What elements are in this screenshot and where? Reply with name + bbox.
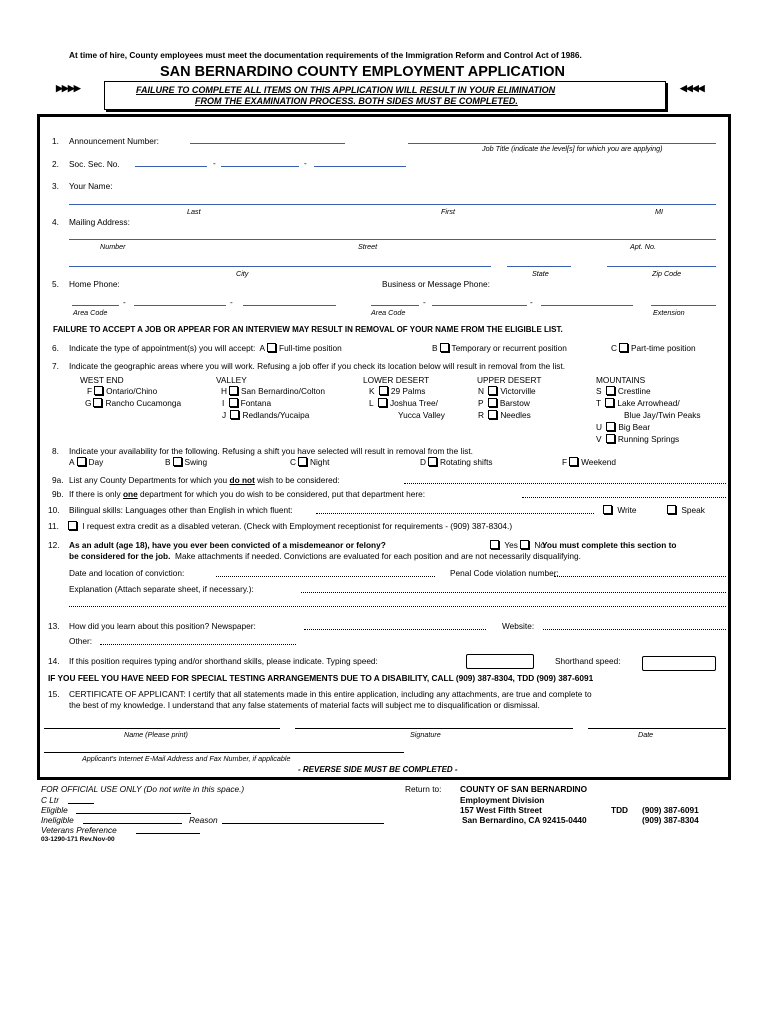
q10-label: Bilingual skills: Languages other than English in which fluent:	[69, 505, 293, 515]
checkbox-lake-arrowhead[interactable]	[605, 398, 614, 407]
q9a-number: 9a.	[52, 475, 64, 485]
business-dash-2: -	[530, 297, 533, 307]
shift-b	[165, 457, 207, 467]
area-s-text: Crestline	[617, 386, 651, 396]
number-caption: Number	[100, 242, 126, 251]
shift-d-letter: D	[420, 457, 426, 467]
q7-number: 7.	[52, 361, 59, 371]
checkbox-convicted-no[interactable]	[520, 540, 529, 549]
area-u-text: Big Bear	[618, 422, 651, 432]
name-field[interactable]	[69, 204, 716, 205]
q6-a-letter: A	[259, 343, 266, 353]
announcement-number-field[interactable]	[190, 143, 345, 144]
area-k-text: 29 Palms	[390, 386, 426, 396]
q12-line2	[69, 551, 581, 561]
checkbox-29-palms[interactable]	[379, 386, 388, 395]
checkbox-redlands[interactable]	[230, 410, 239, 419]
return-city: San Bernardino, CA 92415-0440	[462, 815, 587, 825]
area-h-letter: H	[221, 386, 227, 396]
checkbox-fontana[interactable]	[229, 398, 238, 407]
q9a-text-do-not: do not	[229, 475, 255, 485]
q12-line2-bold: be considered for the job.	[69, 551, 171, 561]
warning-line-2: FROM THE EXAMINATION PROCESS. BOTH SIDES MUST BE COMPLETED.	[195, 96, 518, 106]
city-field[interactable]	[69, 266, 491, 267]
checkbox-ontario[interactable]	[94, 386, 103, 395]
area-v-text: Running Springs	[617, 434, 680, 444]
home-dash-2: -	[230, 297, 233, 307]
shift-b-letter: B	[165, 457, 171, 467]
print-name-field[interactable]	[44, 728, 280, 729]
warning-line-1: FAILURE TO COMPLETE ALL ITEMS ON THIS APPLICATION WILL RESULT IN YOUR ELIMINATION	[136, 85, 556, 95]
q6-a-text: Full-time position	[279, 343, 342, 353]
business-area-caption: Area Code	[371, 308, 406, 317]
area-n-text: Victorville	[500, 386, 536, 396]
checkbox-running-springs[interactable]	[606, 434, 615, 443]
checkbox-needles[interactable]	[488, 410, 497, 419]
area-n	[478, 386, 536, 396]
checkbox-swing[interactable]	[173, 457, 182, 466]
region-lower-desert: LOWER DESERT	[363, 375, 430, 385]
q6-option-b	[432, 343, 567, 353]
business-phone-label: Business or Message Phone:	[382, 279, 490, 289]
checkbox-crestline[interactable]	[606, 386, 615, 395]
q14-number: 14.	[48, 656, 60, 666]
street-caption: Street	[358, 242, 378, 251]
address-label: Mailing Address:	[69, 217, 130, 227]
date-caption: Date	[638, 730, 654, 739]
checkbox-rotating[interactable]	[428, 457, 437, 466]
eligible-label: Eligible	[41, 805, 68, 815]
explanation-field-1[interactable]	[301, 592, 726, 593]
region-valley: VALLEY	[216, 375, 247, 385]
other-field[interactable]	[100, 644, 296, 645]
home-dash-1: -	[123, 297, 126, 307]
veterans-label: Veterans Preference	[41, 825, 117, 835]
checkbox-rancho[interactable]	[93, 398, 102, 407]
failure-notice: FAILURE TO ACCEPT A JOB OR APPEAR FOR AN INTERVIEW MAY RESULT IN REMOVAL OF YOUR NAME FROM THE ELIGIBLE LIST.	[53, 325, 563, 334]
q9a-text-pre: List any County Departments for which you	[69, 475, 228, 485]
cltr-label: C Ltr	[41, 795, 59, 805]
area-v	[596, 434, 679, 444]
other-label: Other:	[69, 636, 93, 646]
q6-option-c	[611, 343, 696, 353]
checkbox-victorville[interactable]	[488, 386, 497, 395]
checkbox-joshua-tree[interactable]	[378, 398, 387, 407]
shift-f	[562, 457, 616, 467]
business-phone-field-2[interactable]	[541, 305, 633, 306]
veterans-field[interactable]	[136, 833, 200, 834]
checkbox-barstow[interactable]	[488, 398, 497, 407]
area-h-text: San Bernardino/Colton	[241, 386, 325, 396]
q12-must: You must complete this section to	[542, 540, 677, 550]
q9b-field[interactable]	[522, 497, 726, 498]
extension-field[interactable]	[651, 305, 716, 306]
area-t-letter: T	[596, 398, 602, 408]
q13-number: 13.	[48, 621, 60, 631]
home-phone-label: Home Phone:	[69, 279, 120, 289]
conviction-date-field[interactable]	[216, 576, 435, 577]
name-label: Your Name:	[69, 181, 113, 191]
typing-speed-field[interactable]	[466, 654, 534, 669]
checkbox-parttime[interactable]	[619, 343, 628, 352]
special-testing-notice: IF YOU FEEL YOU HAVE NEED FOR SPECIAL TESTING ARRANGEMENTS DUE TO A DISABILITY, CALL (909) 387-8304, TDD (909) 387-6091	[48, 673, 594, 683]
q1-number: 1.	[52, 136, 59, 146]
area-s	[596, 386, 651, 396]
area-g	[85, 398, 181, 408]
area-t	[596, 398, 680, 408]
q9b-label	[69, 489, 425, 499]
state-caption: State	[532, 269, 549, 278]
ssn-field-3[interactable]	[314, 166, 406, 167]
right-arrow-icon: ◀◀◀◀	[680, 83, 704, 93]
q12-line2-text: Make attachments if needed. Convictions are evaluated for each position and are not necessarily disqualifying.	[175, 551, 581, 561]
checkbox-night[interactable]	[298, 457, 307, 466]
home-phone-field-1[interactable]	[134, 305, 226, 306]
shift-b-text: Swing	[184, 457, 208, 467]
shift-c-text: Night	[310, 457, 330, 467]
email-fax-field[interactable]	[44, 752, 404, 753]
q11-label	[66, 521, 512, 531]
area-n-letter: N	[478, 386, 484, 396]
area-v-letter: V	[596, 434, 602, 444]
return-org: COUNTY OF SAN BERNARDINO	[460, 784, 588, 794]
shorthand-speed-field[interactable]	[642, 656, 716, 671]
q10-number: 10.	[48, 505, 60, 515]
area-r-text: Needles	[500, 410, 531, 420]
ssn-label: Soc. Sec. No.	[69, 159, 120, 169]
area-f	[87, 386, 157, 396]
announcement-label: Announcement Number:	[69, 136, 159, 146]
region-mountains: MOUNTAINS	[596, 375, 646, 385]
left-arrow-icon: ▶▶▶▶	[56, 83, 80, 93]
form-title: SAN BERNARDINO COUNTY EMPLOYMENT APPLICATION	[160, 64, 565, 80]
mi-caption: MI	[655, 207, 663, 216]
q3-number: 3.	[52, 181, 59, 191]
q12-no-text: No	[534, 540, 545, 550]
date-field[interactable]	[588, 728, 726, 729]
official-use-label: FOR OFFICIAL USE ONLY (Do not write in this space.)	[41, 784, 245, 794]
area-i	[222, 398, 271, 408]
ssn-dash-2: -	[304, 158, 307, 168]
q9b-text-pre: If there is only	[69, 489, 121, 499]
area-f-text: Ontario/Chino	[106, 386, 158, 396]
checkbox-day[interactable]	[77, 457, 86, 466]
q2-number: 2.	[52, 159, 59, 169]
q9a-text-post: wish to be considered:	[257, 475, 340, 485]
area-l-text-2: Yucca Valley	[398, 410, 445, 420]
explanation-field-2[interactable]	[69, 606, 726, 607]
area-t-text-2: Blue Jay/Twin Peaks	[624, 410, 701, 420]
area-i-letter: I	[222, 398, 225, 408]
q6-c-letter: C	[611, 343, 617, 353]
reverse-side-notice: - REVERSE SIDE MUST BE COMPLETED -	[298, 765, 458, 774]
penal-code-field[interactable]	[554, 576, 726, 577]
checkbox-write[interactable]	[603, 505, 612, 514]
region-upper-desert: UPPER DESERT	[477, 375, 542, 385]
area-p	[478, 398, 530, 408]
q6-label	[69, 343, 342, 353]
shift-f-letter: F	[562, 457, 568, 467]
explanation-label: Explanation (Attach separate sheet, if necessary.):	[69, 584, 254, 594]
q11-number: 11.	[48, 521, 59, 531]
tdd-phone: (909) 387-6091	[642, 805, 699, 815]
return-street: 157 West Fifth Street	[460, 805, 542, 815]
area-k	[369, 386, 425, 396]
area-l	[369, 398, 438, 408]
website-label: Website:	[502, 621, 535, 631]
area-l-letter: L	[369, 398, 374, 408]
cltr-field[interactable]	[68, 803, 94, 804]
checkbox-fulltime[interactable]	[267, 343, 276, 352]
zip-caption: Zip Code	[652, 269, 682, 278]
q6-b-letter: B	[432, 343, 438, 353]
shift-a	[69, 457, 103, 467]
q6-number: 6.	[52, 343, 59, 353]
area-i-text: Fontana	[240, 398, 272, 408]
q11-text: I request extra credit as a disabled veteran. (Check with Employment receptionist for requirements - (909) 387-8304.)	[82, 521, 513, 531]
q8-label: Indicate your availability for the following. Refusing a shift you have selected will result in removal from the list.	[69, 446, 473, 456]
state-field[interactable]	[507, 266, 571, 267]
shift-d-text: Rotating shifts	[440, 457, 493, 467]
checkbox-temporary[interactable]	[440, 343, 449, 352]
print-name-caption: Name (Please print)	[124, 730, 188, 739]
checkbox-speak[interactable]	[667, 505, 676, 514]
checkbox-veteran[interactable]	[68, 521, 77, 530]
zip-field[interactable]	[607, 266, 716, 267]
home-phone-field-2[interactable]	[243, 305, 336, 306]
ssn-dash-1: -	[213, 158, 216, 168]
area-f-letter: F	[87, 386, 93, 396]
area-r-letter: R	[478, 410, 484, 420]
area-t-text: Lake Arrowhead/	[617, 398, 680, 408]
q9a-label	[69, 475, 340, 485]
area-r	[478, 410, 531, 420]
reason-label: Reason	[189, 815, 218, 825]
certificate-line-2: the best of my knowledge. I understand that any false statements of material facts will subject me to disqualification or dismissal.	[69, 700, 540, 710]
address-field[interactable]	[69, 239, 716, 240]
q6-c-text: Part-time position	[631, 343, 696, 353]
conviction-date-label: Date and location of conviction:	[69, 568, 185, 578]
q9a-field[interactable]	[404, 483, 726, 484]
ssn-field-1[interactable]	[135, 166, 207, 167]
business-dash-1: -	[423, 297, 426, 307]
shift-a-text: Day	[88, 457, 104, 467]
area-j-letter: J	[222, 410, 227, 420]
last-caption: Last	[187, 207, 201, 216]
first-caption: First	[441, 207, 455, 216]
return-division: Employment Division	[460, 795, 545, 805]
write-text: Write	[617, 505, 637, 515]
area-u	[596, 422, 650, 432]
area-p-text: Barstow	[499, 398, 530, 408]
q12-number: 12.	[48, 540, 60, 550]
immigration-notice: At time of hire, County employees must meet the documentation requirements of the Immigration Reform and Control Act of 1986.	[69, 50, 582, 60]
q4-number: 4.	[52, 217, 59, 227]
tdd-label: TDD	[611, 805, 629, 815]
area-j-text: Redlands/Yucaipa	[242, 410, 310, 420]
area-g-letter: G	[85, 398, 92, 408]
city-caption: City	[236, 269, 249, 278]
newspaper-field[interactable]	[304, 629, 486, 630]
form-number: 03-1290-171 Rev.Nov-00	[41, 836, 115, 843]
area-g-text: Rancho Cucamonga	[105, 398, 182, 408]
q8-number: 8.	[52, 446, 59, 456]
q12-yes-text: Yes	[504, 540, 518, 550]
q9b-text-one: one	[122, 489, 138, 499]
region-west-end: WEST END	[80, 375, 124, 385]
q6-b-text: Temporary or recurrent position	[451, 343, 567, 353]
languages-field[interactable]	[316, 513, 594, 514]
shorthand-label: Shorthand speed:	[555, 656, 621, 666]
business-area-field[interactable]	[371, 305, 419, 306]
q14-label: If this position requires typing and/or shorthand skills, please indicate. Typing speed:	[69, 656, 378, 666]
q9b-text-post: department for which you do wish to be considered, put that department here:	[140, 489, 426, 499]
return-to-label: Return to:	[405, 784, 442, 794]
area-l-text: Joshua Tree/	[389, 398, 438, 408]
eligible-field[interactable]	[76, 813, 191, 814]
q5-number: 5.	[52, 279, 59, 289]
q12-no	[506, 540, 545, 550]
area-u-letter: U	[596, 422, 602, 432]
q13-label: How did you learn about this position? Newspaper:	[69, 621, 256, 631]
email-fax-caption: Applicant's Internet E-Mail Address and Fax Number, if applicable	[82, 754, 291, 763]
speak-text: Speak	[681, 505, 705, 515]
apt-caption: Apt. No.	[630, 242, 656, 251]
area-k-letter: K	[369, 386, 375, 396]
penal-code-label: Penal Code violation number:	[450, 568, 559, 578]
certificate-line-1: CERTIFICATE OF APPLICANT: I certify that all statements made in this entire application, including any attachments, are true and complete to	[69, 689, 592, 699]
business-phone-field-1[interactable]	[432, 305, 527, 306]
shift-d	[420, 457, 493, 467]
shift-a-letter: A	[69, 457, 75, 467]
q15-number: 15.	[48, 689, 60, 699]
ineligible-label: Ineligible	[41, 815, 74, 825]
extension-caption: Extension	[653, 308, 685, 317]
q6-text: Indicate the type of appointment(s) you will accept:	[69, 343, 256, 353]
area-s-letter: S	[596, 386, 602, 396]
checkbox-big-bear[interactable]	[606, 422, 615, 431]
main-phone: (909) 387-8304	[642, 815, 699, 825]
checkbox-san-bernardino[interactable]	[229, 386, 238, 395]
area-p-letter: P	[478, 398, 484, 408]
shift-c-letter: C	[290, 457, 296, 467]
checkbox-convicted-yes[interactable]	[490, 540, 499, 549]
shift-c	[290, 457, 329, 467]
checkbox-weekend[interactable]	[569, 457, 578, 466]
job-title-caption: Job Title (indicate the level[s] for which you are applying)	[482, 144, 663, 153]
reason-field[interactable]	[222, 823, 384, 824]
home-area-caption: Area Code	[73, 308, 108, 317]
q7-label: Indicate the geographic areas where you will work. Refusing a job offer if you check its location below will result in removal from the list.	[69, 361, 566, 371]
area-h	[221, 386, 325, 396]
home-area-field[interactable]	[72, 305, 119, 306]
write-option	[601, 505, 637, 515]
website-field[interactable]	[543, 629, 726, 630]
q12-label: As an adult (age 18), have you ever been convicted of a misdemeanor or felony?	[69, 540, 386, 550]
signature-caption: Signature	[410, 730, 441, 739]
signature-field[interactable]	[295, 728, 573, 729]
ssn-field-2[interactable]	[221, 166, 299, 167]
ineligible-field[interactable]	[83, 823, 182, 824]
shift-f-text: Weekend	[581, 457, 616, 467]
speak-option	[665, 505, 705, 515]
q9b-number: 9b.	[52, 489, 64, 499]
area-j	[222, 410, 309, 420]
